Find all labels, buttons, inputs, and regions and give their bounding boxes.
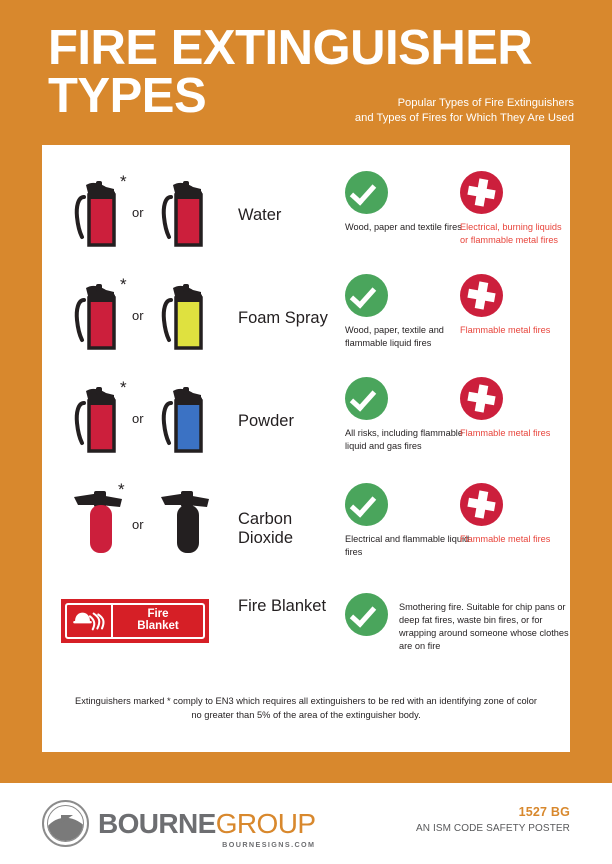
svg-text:*: *	[120, 275, 127, 294]
fire-extinguisher-icon	[157, 377, 219, 459]
cross-icon	[460, 377, 503, 420]
extinguisher-type-name: Carbon Dioxide	[238, 509, 294, 547]
unsuitable-column	[460, 274, 570, 337]
fire-blanket-pictogram-icon	[67, 605, 113, 637]
unsuitable-column	[460, 377, 570, 440]
page-subtitle	[274, 96, 574, 126]
brand-name-primary: BOURNE	[98, 807, 216, 839]
subtitle-line-1: Popular Types of Fire Extinguishers	[397, 97, 574, 109]
page-title: FIRE EXTINGUISHER TYPES	[48, 21, 533, 124]
or-label: or	[132, 517, 144, 532]
fire-extinguisher-icon	[70, 274, 132, 356]
check-icon	[345, 593, 388, 636]
suitable-column	[345, 274, 475, 350]
extinguisher-icons	[52, 475, 232, 583]
fire-extinguisher-icon	[70, 377, 132, 459]
fire-blanket-sign	[61, 599, 209, 643]
extinguisher-type-name: Foam Spray	[238, 308, 328, 327]
brand-url: BOURNESIGNS.COM	[222, 839, 316, 849]
unsuitable-description: Electrical, burning liquids or flammable metal fires	[460, 222, 562, 246]
table-row	[42, 589, 570, 679]
unsuitable-description: Flammable metal fires	[460, 325, 551, 335]
table-row	[42, 266, 570, 371]
table-row	[42, 369, 570, 474]
cross-icon	[460, 171, 503, 214]
extinguisher-icons	[52, 369, 232, 474]
footnote-text: Extinguishers marked * comply to EN3 which requires all extinguishers to be red with an identifying zone of color no greater than 5% of the area of the extinguisher body.	[75, 696, 537, 720]
fire-extinguisher-icon	[70, 171, 132, 253]
check-icon	[345, 377, 388, 420]
suitable-column	[345, 593, 570, 653]
co2-extinguisher-icon	[157, 483, 219, 565]
or-label: or	[132, 308, 144, 323]
check-icon	[345, 483, 388, 526]
fire-extinguisher-icon	[157, 274, 219, 356]
poster-code: 1527 BG	[518, 805, 570, 819]
cross-icon	[460, 483, 503, 526]
poster-footer	[0, 783, 612, 864]
fire-blanket-sign-text	[113, 605, 203, 637]
brand-wordmark	[98, 807, 316, 849]
suitable-description: Electrical and flammable liquid fires	[345, 534, 470, 558]
extinguisher-type-name: Water	[238, 205, 282, 224]
extinguisher-type-name: Fire Blanket	[238, 597, 327, 615]
poster-description: AN ISM CODE SAFETY POSTER	[415, 823, 570, 834]
fire-blanket-sign-inner	[65, 603, 205, 639]
svg-text:*: *	[118, 483, 125, 499]
extinguisher-type-name: Powder	[238, 411, 294, 430]
check-icon	[345, 274, 388, 317]
table-row	[42, 475, 570, 583]
poster-meta	[416, 805, 570, 834]
subtitle-line-2: and Types of Fires for Which They Are Used	[354, 112, 574, 125]
table-row	[42, 163, 570, 268]
fire-extinguisher-icon	[157, 171, 219, 253]
suitable-column	[345, 377, 475, 453]
sign-label-line-1: Fire	[147, 608, 169, 621]
suitable-description: Smothering fire. Suitable for chip pans or deep fat fires, waste bin fires, or for wrapping around someone whose clothes are on fire	[399, 602, 569, 652]
extinguisher-icons	[52, 266, 232, 371]
cross-icon	[460, 274, 503, 317]
brand-logo	[42, 800, 315, 847]
unsuitable-column	[460, 171, 570, 247]
check-icon	[345, 171, 388, 214]
suitable-column	[345, 483, 475, 559]
suitable-description: All risks, including flammable liquid and gas fires	[345, 428, 463, 452]
co2-extinguisher-icon	[70, 483, 132, 565]
unsuitable-description: Flammable metal fires	[460, 534, 551, 544]
or-label: or	[132, 411, 144, 426]
suitable-description: Wood, paper and textile fires	[345, 222, 462, 232]
svg-text:*: *	[120, 172, 127, 191]
svg-text:*: *	[120, 378, 127, 397]
extinguisher-icons	[52, 163, 232, 268]
or-label: or	[132, 205, 144, 220]
unsuitable-description: Flammable metal fires	[460, 428, 551, 438]
brand-name-secondary: GROUP	[215, 807, 316, 839]
sign-label-line-2: Blanket	[137, 620, 179, 632]
poster-header	[0, 0, 612, 145]
bourne-logo-icon	[42, 800, 89, 847]
suitable-column	[345, 171, 475, 234]
unsuitable-column	[460, 483, 570, 546]
content-card	[42, 145, 570, 752]
suitable-description: Wood, paper, textile and flammable liquid fires	[345, 325, 444, 349]
